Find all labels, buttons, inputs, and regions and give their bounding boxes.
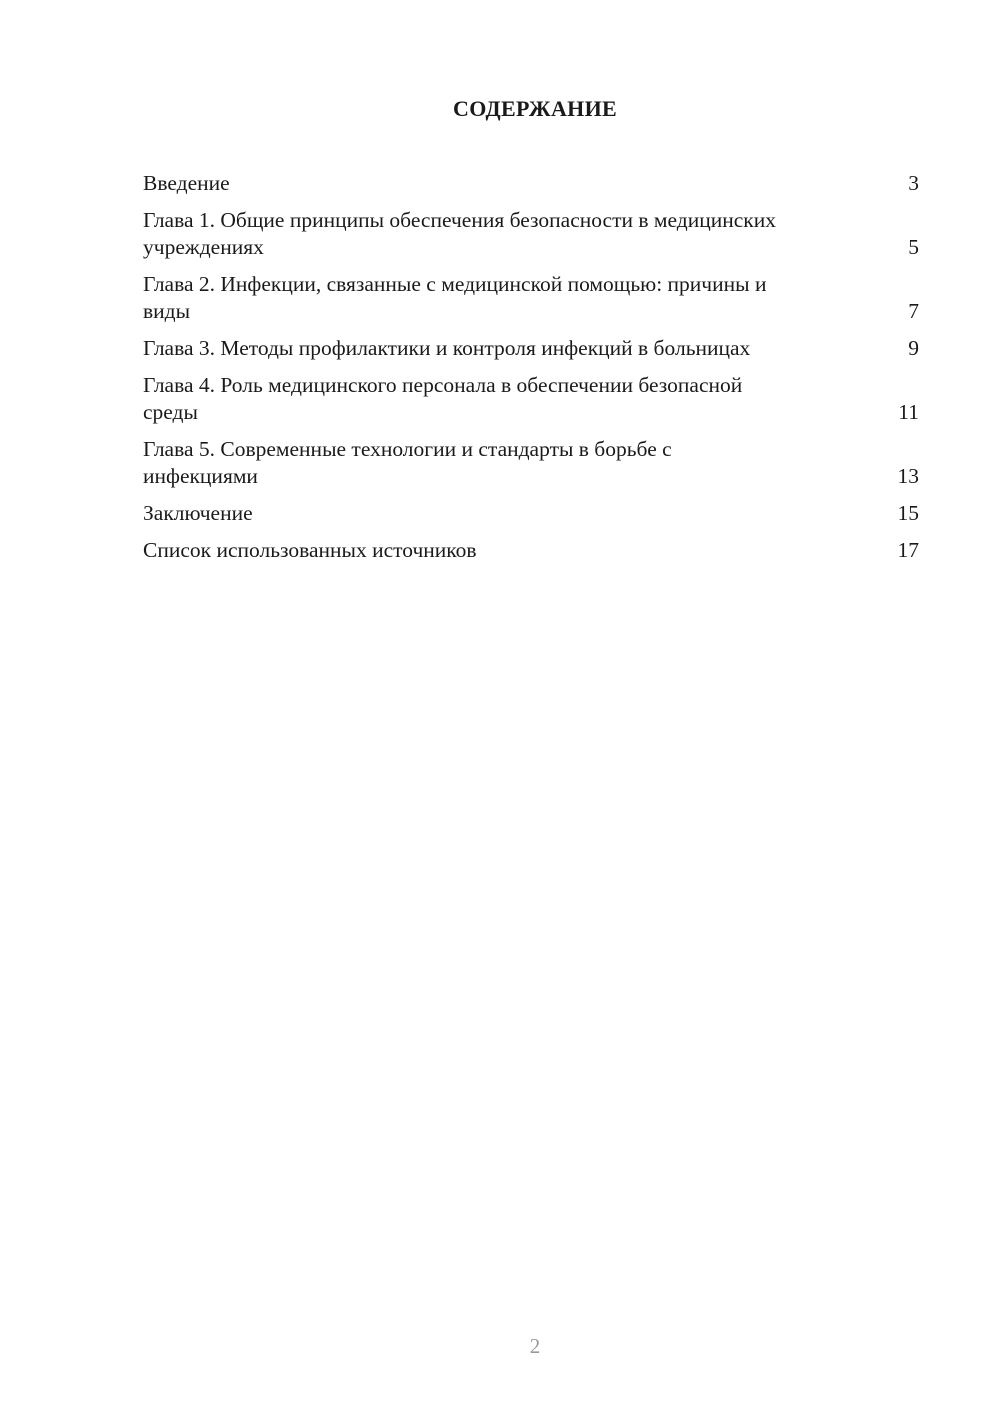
- toc-entry-introduction: [143, 170, 919, 197]
- toc-entry-references: [143, 537, 919, 564]
- toc-entry-page: 11: [898, 400, 919, 424]
- toc-entry-text: Глава 2. Инфекции, связанные с медицинской помощью: причины и виды: [143, 272, 767, 323]
- toc-entry-page: 3: [908, 171, 919, 195]
- toc-entry-chapter-3: [143, 335, 919, 362]
- toc-entry-text: Глава 5. Современные технологии и стандарты в борьбе с инфекциями: [143, 437, 672, 488]
- toc-entry-page: 15: [897, 501, 919, 525]
- toc-entry-page: 13: [897, 464, 919, 488]
- toc-entry-chapter-2: [143, 271, 919, 325]
- toc-entry-text: Список использованных источников: [143, 538, 477, 562]
- toc-entry-text: Глава 1. Общие принципы обеспечения безопасности в медицинских учреждениях: [143, 208, 776, 259]
- toc-entry-page: 17: [897, 538, 919, 562]
- toc-entry-text: Глава 3. Методы профилактики и контроля инфекций в больницах: [143, 336, 751, 360]
- toc-entry-chapter-1: [143, 207, 919, 261]
- table-of-contents: [143, 170, 919, 574]
- toc-entry-conclusion: [143, 500, 919, 527]
- toc-entry-chapter-4: [143, 372, 919, 426]
- toc-entry-text: Заключение: [143, 501, 253, 525]
- toc-entry-page: 7: [908, 299, 919, 323]
- toc-entry-text: Глава 4. Роль медицинского персонала в обеспечении безопасной среды: [143, 373, 743, 424]
- page-title: СОДЕРЖАНИЕ: [453, 96, 617, 121]
- toc-entry-chapter-5: [143, 436, 919, 490]
- toc-entry-text: Введение: [143, 171, 230, 195]
- toc-entry-page: 9: [908, 336, 919, 360]
- toc-entry-page: 5: [908, 235, 919, 259]
- page-number: 2: [529, 1334, 541, 1358]
